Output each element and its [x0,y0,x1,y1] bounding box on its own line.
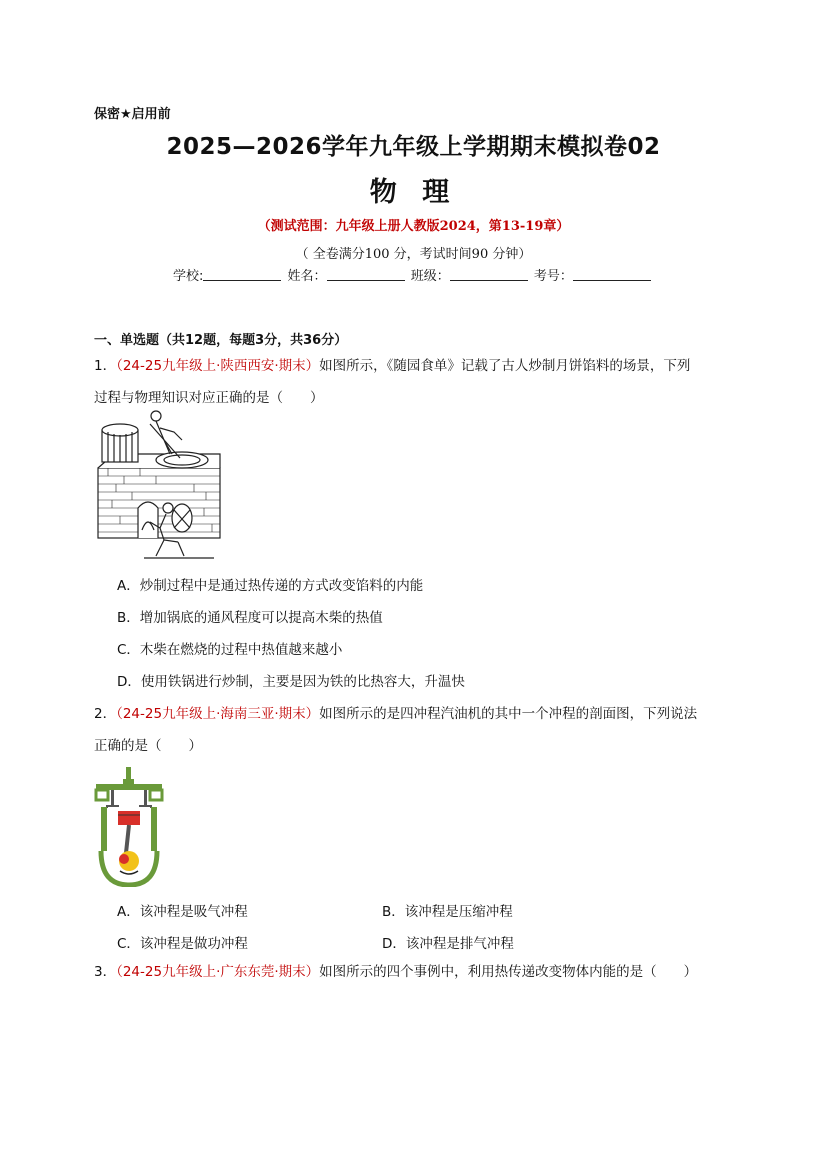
question-1 [94,350,744,414]
q2-option-b[interactable]: B．该冲程是压缩冲程 [382,904,513,920]
question-number: 1． [94,358,117,374]
question-number: 3． [94,964,117,980]
question-stem-line2: 过程与物理知识对应正确的是（ ） [94,390,324,406]
q2-option-d[interactable]: D．该冲程是排气冲程 [382,936,514,952]
question-stem-line1: 如图所示，《随园食单》记载了古人炒制月饼馅料的场景，下列 [319,358,691,374]
exam-no-blank[interactable] [573,268,651,281]
question-2 [94,698,744,762]
score-info: （ 全卷满分100 分，考试时间90 分钟） [295,247,532,262]
question-source: （24-25九年级上·广东东莞·期末） [116,964,320,980]
student-info-fields [173,265,653,284]
section-title: 一、单选题（共12题，每题3分，共36分） [94,333,348,348]
question-number: 2． [94,706,117,722]
exam-title: 2025—2026学年九年级上学期期末模拟卷02 [166,134,661,160]
question-source: （24-25九年级上·海南三亚·期末） [116,706,320,722]
name-blank[interactable] [327,268,405,281]
question-stem-line1: 如图所示的四个事例中，利用热传递改变物体内能的是（ ） [319,964,698,980]
school-blank[interactable] [203,268,281,281]
class-blank[interactable] [450,268,528,281]
name-label: 姓名： [287,269,327,284]
secret-label: 保密★启用前 [94,107,171,122]
question-stem-line2: 正确的是（ ） [94,738,202,754]
q2-option-c[interactable]: C．该冲程是做功冲程 [117,936,248,952]
q1-option-c[interactable]: C．木柴在燃烧的过程中热值越来越小 [117,642,343,658]
question-source: （24-25九年级上·陕西西安·期末） [116,358,320,374]
engine-diagram [94,767,164,887]
school-label: 学校: [173,269,204,284]
q2-option-a[interactable]: A．该冲程是吸气冲程 [117,904,248,920]
q1-option-b[interactable]: B．增加锅底的通风程度可以提高木柴的热值 [117,610,383,626]
q1-option-d[interactable]: D．使用铁锅进行炒制，主要是因为铁的比热容大，升温快 [117,674,465,690]
class-label: 班级： [410,269,450,284]
q1-option-a[interactable]: A．炒制过程中是通过热传递的方式改变馅料的内能 [117,578,424,594]
question-3 [94,956,744,988]
subject-title: 物 理 [369,177,458,208]
question-stem-line1: 如图所示的是四冲程汽油机的其中一个冲程的剖面图，下列说法 [319,706,698,722]
cooking-illustration [94,410,224,562]
exam-no-label: 考号： [533,269,573,284]
test-scope: （测试范围：九年级上册人教版2024，第13-19章） [257,219,570,234]
